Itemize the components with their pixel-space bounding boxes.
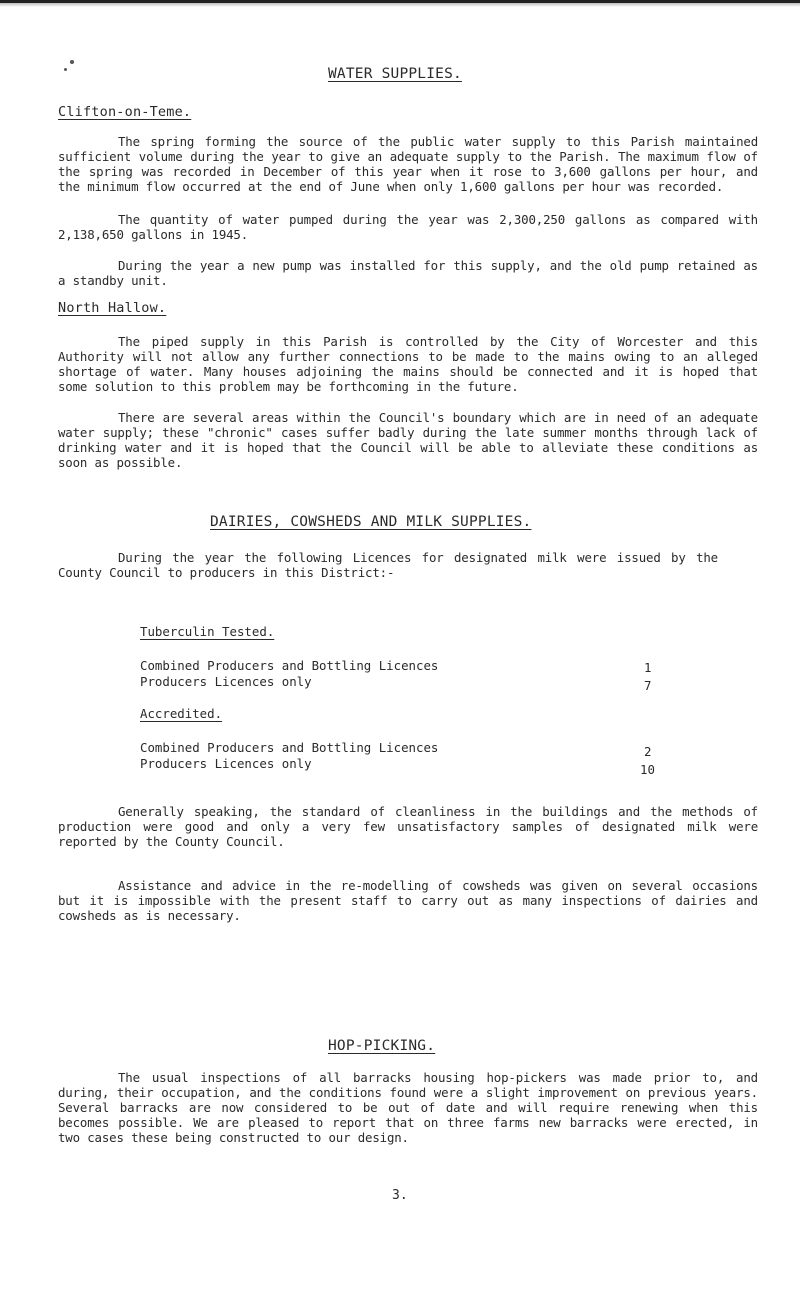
section-heading-north-hallow: North Hallow.: [58, 300, 167, 316]
licence-row-name: Producers Licences only: [140, 756, 312, 771]
licence-row-name: Combined Producers and Bottling Licences: [140, 740, 439, 755]
north-hallow-paragraph-2: There are several areas within the Council's boundary which are in need of an adequate water supply; these "chronic" cases suffer badly during the late summer months through lack of drinking water and it is hoped that the Council will be able to alleviate these conditions as soon as possible.: [58, 410, 758, 470]
dairies-paragraph-2: Assistance and advice in the re-modelling of cowsheds was given on several occasions but it is impossible with the present staff to carry out as many inspections of dairies and cowsheds as is necessary.: [58, 878, 758, 923]
scan-speck: [70, 60, 74, 64]
section-heading-clifton: Clifton-on-Teme.: [58, 104, 192, 120]
group-label-tuberculin-tested: Tuberculin Tested.: [140, 624, 275, 639]
group-label-accredited: Accredited.: [140, 706, 223, 721]
licence-row-count: 2: [644, 744, 652, 759]
licence-row-count: 10: [640, 762, 655, 777]
clifton-paragraph-3: During the year a new pump was installed for this supply, and the old pump retained as a standby unit.: [58, 258, 758, 288]
dairies-paragraph-1: Generally speaking, the standard of cleanliness in the buildings and the methods of production were good and only a very few unsatisfactory samples of designated milk were reported by the County Council.: [58, 804, 758, 849]
licence-row-name: Combined Producers and Bottling Licences: [140, 658, 439, 673]
hop-picking-heading: HOP-PICKING.: [328, 1038, 436, 1054]
hop-picking-paragraph: The usual inspections of all barracks housing hop-pickers was made prior to, and during, their occupation, and the conditions found were a slight improvement on previous years. Several barracks are now considered to be out of date and will require renewing when this becomes possible. We are pleased to report that on three farms new barracks were erected, in two cases these being constructed to our design.: [58, 1070, 758, 1145]
page-number: 3.: [392, 1188, 408, 1203]
dairies-intro: During the year the following Licences for designated milk were issued by the County Council to producers in this District:-: [58, 550, 718, 580]
licence-row-name: Producers Licences only: [140, 674, 312, 689]
page-title: WATER SUPPLIES.: [328, 66, 462, 82]
licence-row-count: 7: [644, 678, 652, 693]
north-hallow-paragraph-1: The piped supply in this Parish is controlled by the City of Worcester and this Authority will not allow any further connections to be made to the mains owing to an alleged shortage of water. Many houses adjoining the mains should be connected and it is hoped that some solution to this problem may be forthcoming in the future.: [58, 334, 758, 394]
clifton-paragraph-1: The spring forming the source of the public water supply to this Parish maintained sufficient volume during the year to give an adequate supply to the Parish. The maximum flow of the spring was recorded in December of this year when it rose to 3,600 gallons per hour, and the minimum flow occurred at the end of June when only 1,600 gallons per hour was recorded.: [58, 134, 758, 194]
scan-speck: [64, 68, 67, 71]
clifton-paragraph-2: The quantity of water pumped during the year was 2,300,250 gallons as compared with 2,138,650 gallons in 1945.: [58, 212, 758, 242]
scan-top-edge: [0, 0, 800, 7]
licence-row-count: 1: [644, 660, 652, 675]
dairies-heading: DAIRIES, COWSHEDS AND MILK SUPPLIES.: [210, 514, 532, 530]
